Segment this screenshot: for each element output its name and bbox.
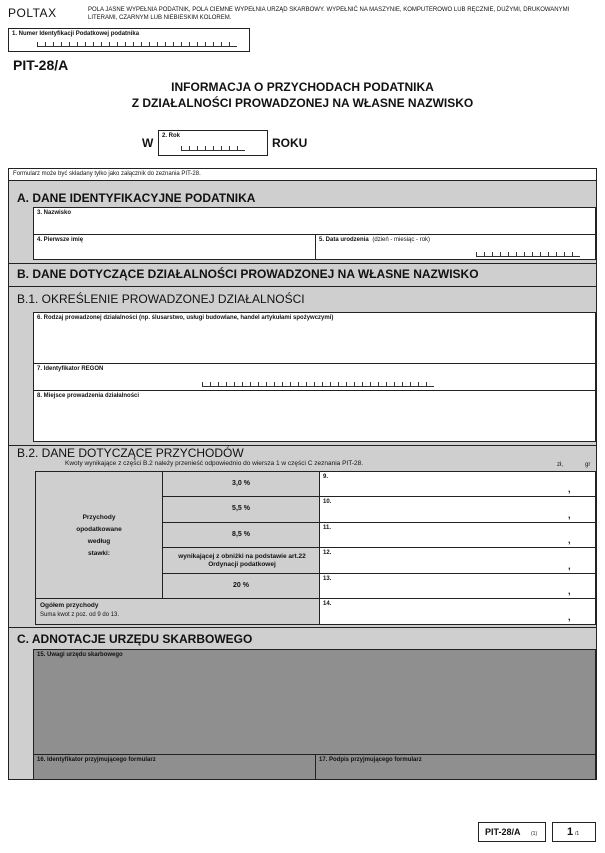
- nip-box[interactable]: [8, 28, 250, 52]
- regon-comb: [202, 382, 434, 387]
- rate-value-3: 8,5 %: [232, 531, 250, 538]
- rate-value-2: 5,5 %: [232, 505, 250, 512]
- b2-note: Kwoty wynikające z części B.2 należy przenieść odpowiednio do wiersza 1 w części C zeznania PIT-28.: [65, 460, 364, 467]
- attachment-note-row: [9, 169, 596, 181]
- rate-cell-4: [162, 547, 320, 574]
- fill-instructions: POLA JASNE WYPEŁNIA PODATNIK, POLA CIEMNE WYPEŁNIA URZĄD SKARBOWY. WYPEŁNIĆ NA MASZYNIE, KOMPUTEROWO LUB RĘCZNIE, DUŻYMI, DRUKOWANYMI LITERAMI, CZARNYM LUB NIEBIESKIM KOLOREM.: [88, 7, 570, 21]
- firstname-field[interactable]: [33, 234, 316, 260]
- rates-label-l4: stawki:: [87, 550, 111, 557]
- rate-cell-3: [162, 522, 320, 548]
- footer-code-box: [478, 822, 546, 842]
- surname-field[interactable]: [33, 207, 596, 235]
- brand-label: POLTAX: [8, 6, 57, 20]
- remarks-field: [33, 649, 596, 755]
- total-label-box: [35, 598, 320, 625]
- footer-version: (1): [531, 831, 538, 837]
- decimal-comma-10: ,: [568, 510, 571, 520]
- footer-page-box: [552, 822, 596, 842]
- income-field-11-label: 11.: [323, 525, 332, 531]
- income-field-14-label: 14.: [323, 601, 332, 607]
- income-field-13[interactable]: [319, 573, 596, 599]
- rate-cell-1: [162, 471, 320, 497]
- section-b1-title: B.1. OKREŚLENIE PROWADZONEJ DZIAŁALNOŚCI: [17, 292, 305, 306]
- place-field[interactable]: [33, 390, 596, 442]
- attachment-note: Formularz może być składany tylko jako załącznik do zeznania PIT-28.: [13, 171, 201, 177]
- year-label: 2. Rok: [162, 133, 181, 139]
- activity-field[interactable]: [33, 312, 596, 364]
- section-b2-title: B.2. DANE DOTYCZĄCE PRZYCHODÓW: [17, 446, 244, 460]
- rates-label-l2: opodatkowane: [76, 526, 122, 533]
- dob-label: [319, 237, 430, 243]
- form-code: PIT-28/A: [13, 57, 69, 73]
- rates-label: [36, 512, 162, 560]
- footer-page: 1: [567, 826, 574, 838]
- income-field-9[interactable]: [319, 471, 596, 497]
- dob-comb: [476, 252, 580, 257]
- decimal-comma-12: ,: [568, 561, 571, 571]
- income-field-9-label: 9.: [323, 474, 329, 480]
- rates-label-box: [35, 471, 163, 599]
- year-suffix: ROKU: [272, 136, 308, 150]
- regon-field[interactable]: [33, 363, 596, 391]
- activity-label: 6. Rodzaj prowadzonej działalności (np. ślusarstwo, usługi budowlane, handel artykułami spożywczymi): [37, 315, 334, 321]
- nip-label: 1. Numer Identyfikacji Podatkowej podatnika: [12, 31, 140, 37]
- rate-value-1: 3,0 %: [232, 480, 250, 487]
- footer-pages: /1: [575, 831, 580, 837]
- decimal-comma-13: ,: [568, 586, 571, 596]
- currency-gr: gr: [585, 462, 591, 468]
- section-b-divider: [9, 263, 596, 264]
- decimal-comma-14: ,: [568, 612, 571, 622]
- decimal-comma-9: ,: [568, 484, 571, 494]
- income-field-10[interactable]: [319, 496, 596, 523]
- income-field-12-label: 12.: [323, 550, 332, 556]
- dob-field[interactable]: [315, 234, 596, 260]
- section-a-title: A. DANE IDENTYFIKACYJNE PODATNIKA: [17, 191, 256, 205]
- rate-cell-5: [162, 573, 320, 599]
- rate-cell-2: [162, 496, 320, 523]
- decimal-comma-11: ,: [568, 535, 571, 545]
- receiver-sign-field: [315, 754, 596, 780]
- section-c-divider: [9, 627, 596, 628]
- surname-label: 3. Nazwisko: [37, 210, 72, 216]
- dob-label-text: 5. Data urodzenia: [319, 237, 369, 243]
- regon-label: 7. Identyfikator REGON: [37, 366, 104, 372]
- income-field-14[interactable]: [319, 598, 596, 625]
- receiver-id-label: 16. Identyfikator przyjmującego formularz: [37, 757, 156, 763]
- dob-hint: (dzień - miesiąc - rok): [372, 237, 431, 243]
- firstname-label: 4. Pierwsze imię: [37, 237, 84, 243]
- total-hint: Suma kwot z poz. od 9 do 13.: [40, 612, 120, 618]
- receiver-sign-label: 17. Podpis przyjmującego formularz: [319, 757, 422, 763]
- currency-zl: zł,: [557, 462, 563, 468]
- rate-value-4: wynikającej z obniżki na podstawie art.22 Ordynacji podatkowej: [178, 553, 306, 568]
- place-label: 8. Miejsce prowadzenia działalności: [37, 393, 140, 399]
- form-frame: [8, 168, 597, 780]
- rates-label-l3: według: [87, 538, 111, 545]
- section-b-title: B. DANE DOTYCZĄCE DZIAŁALNOŚCI PROWADZONEJ NA WŁASNE NAZWISKO: [17, 267, 479, 281]
- section-c-title: C. ADNOTACJE URZĘDU SKARBOWEGO: [17, 632, 253, 646]
- section-b1-divider: [9, 286, 596, 287]
- nip-comb: [37, 42, 237, 47]
- rates-label-l1: Przychody: [82, 514, 116, 521]
- income-field-11[interactable]: [319, 522, 596, 548]
- income-field-13-label: 13.: [323, 576, 332, 582]
- remarks-label: 15. Uwagi urzędu skarbowego: [37, 652, 123, 658]
- total-label: Ogółem przychody: [40, 602, 99, 609]
- title-line2: Z DZIAŁALNOŚCI PROWADZONEJ NA WŁASNE NAZWISKO: [131, 96, 474, 110]
- receiver-id-field: [33, 754, 316, 780]
- year-prefix: W: [142, 136, 154, 150]
- year-comb: [181, 146, 245, 151]
- year-box[interactable]: [158, 130, 268, 156]
- title-line1: INFORMACJA O PRZYCHODACH PODATNIKA: [171, 80, 434, 94]
- income-field-12[interactable]: [319, 547, 596, 574]
- footer-form-code: PIT-28/A: [485, 827, 521, 837]
- rate-value-5: 20 %: [233, 582, 249, 589]
- income-field-10-label: 10.: [323, 499, 332, 505]
